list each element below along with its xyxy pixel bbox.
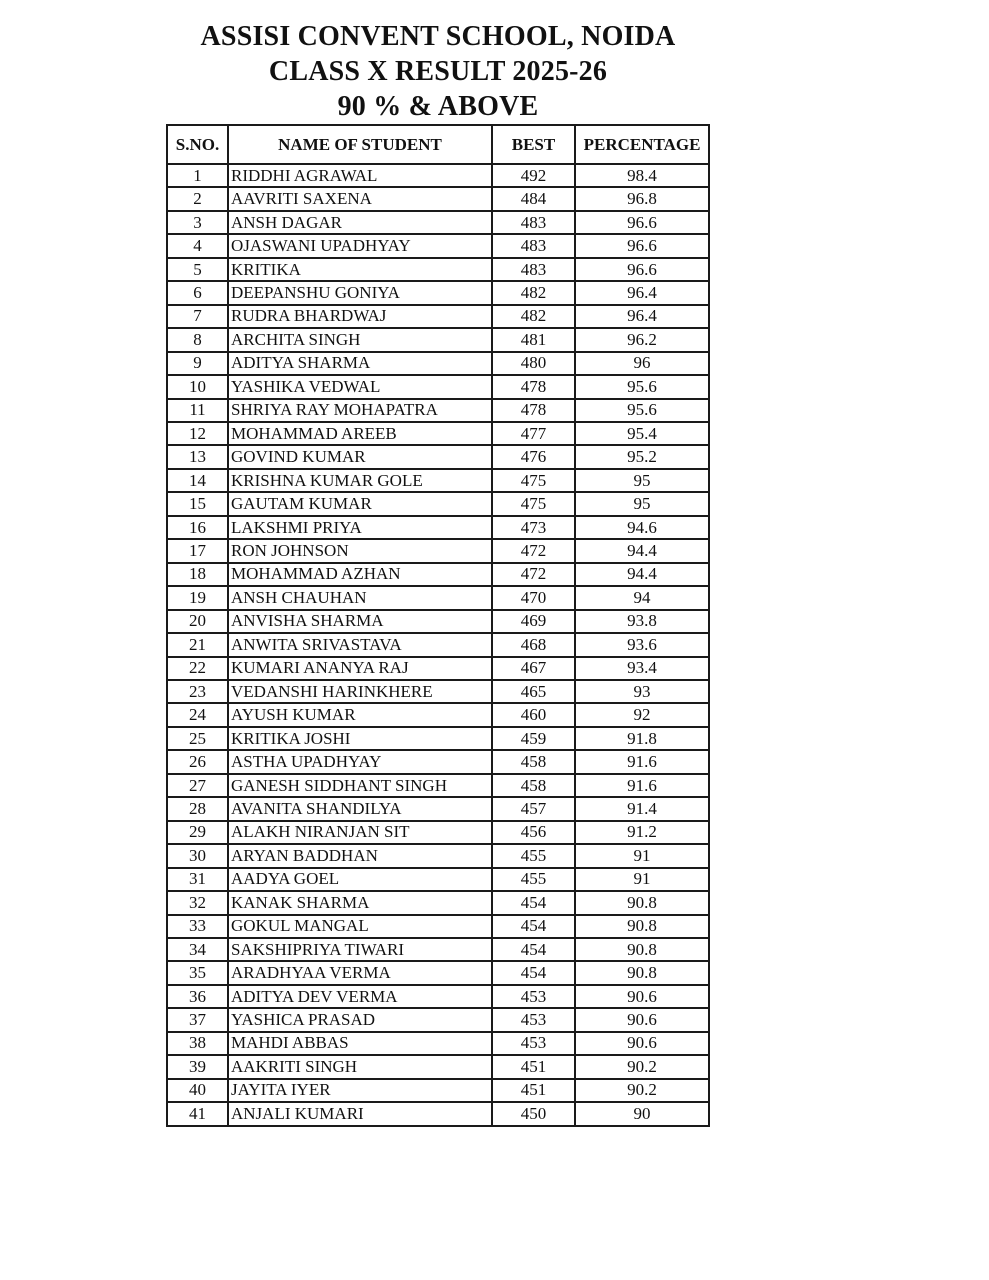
- table-row: [167, 1102, 709, 1125]
- table-row: [167, 915, 709, 938]
- table-row: [167, 961, 709, 984]
- percentage-cell: 90.2: [575, 1079, 709, 1102]
- table-row: [167, 281, 709, 304]
- sno-cell: 25: [167, 727, 228, 750]
- percentage-cell: 96.6: [575, 211, 709, 234]
- sno-cell: 41: [167, 1102, 228, 1125]
- percentage-cell: 95: [575, 469, 709, 492]
- name-cell: MOHAMMAD AZHAN: [228, 563, 492, 586]
- best-cell: 476: [492, 445, 575, 468]
- table-row: [167, 657, 709, 680]
- sno-cell: 36: [167, 985, 228, 1008]
- sno-cell: 31: [167, 868, 228, 891]
- school-name: ASSISI CONVENT SCHOOL, NOIDA: [200, 21, 676, 52]
- table-row: [167, 375, 709, 398]
- sno-cell: 5: [167, 258, 228, 281]
- name-cell: ARADHYAA VERMA: [228, 961, 492, 984]
- table-row: [167, 328, 709, 351]
- best-cell: 467: [492, 657, 575, 680]
- percentage-cell: 95.2: [575, 445, 709, 468]
- percentage-cell: 90.8: [575, 961, 709, 984]
- percentage-cell: 91.6: [575, 774, 709, 797]
- name-cell: AVANITA SHANDILYA: [228, 797, 492, 820]
- sno-cell: 30: [167, 844, 228, 867]
- percentage-cell: 90: [575, 1102, 709, 1125]
- percentage-cell: 96.4: [575, 305, 709, 328]
- name-cell: GANESH SIDDHANT SINGH: [228, 774, 492, 797]
- table-row: [167, 516, 709, 539]
- best-cell: 457: [492, 797, 575, 820]
- best-cell: 482: [492, 281, 575, 304]
- name-cell: ADITYA DEV VERMA: [228, 985, 492, 1008]
- best-cell: 483: [492, 211, 575, 234]
- table-row: [167, 610, 709, 633]
- table-row: [167, 703, 709, 726]
- percentage-cell: 91: [575, 868, 709, 891]
- name-cell: AAVRITI SAXENA: [228, 187, 492, 210]
- table-row: [167, 563, 709, 586]
- result-title: CLASS X RESULT 2025-26: [268, 56, 608, 87]
- percentage-cell: 90.8: [575, 938, 709, 961]
- best-cell: 453: [492, 985, 575, 1008]
- column-header-name: NAME OF STUDENT: [228, 125, 492, 164]
- table-row: [167, 164, 709, 187]
- sno-cell: 32: [167, 891, 228, 914]
- name-cell: ANSH CHAUHAN: [228, 586, 492, 609]
- sno-cell: 27: [167, 774, 228, 797]
- name-cell: ARCHITA SINGH: [228, 328, 492, 351]
- percentage-cell: 92: [575, 703, 709, 726]
- percentage-cell: 90.8: [575, 915, 709, 938]
- sno-cell: 2: [167, 187, 228, 210]
- best-cell: 456: [492, 821, 575, 844]
- table-body: [167, 164, 709, 1126]
- name-cell: RUDRA BHARDWAJ: [228, 305, 492, 328]
- sno-cell: 19: [167, 586, 228, 609]
- sno-cell: 38: [167, 1032, 228, 1055]
- best-cell: 458: [492, 750, 575, 773]
- name-cell: MAHDI ABBAS: [228, 1032, 492, 1055]
- name-cell: AAKRITI SINGH: [228, 1055, 492, 1078]
- criteria-title: 90 % & ABOVE: [337, 91, 539, 122]
- table-row: [167, 1008, 709, 1031]
- sno-cell: 10: [167, 375, 228, 398]
- percentage-cell: 91: [575, 844, 709, 867]
- table-row: [167, 539, 709, 562]
- sno-cell: 7: [167, 305, 228, 328]
- name-cell: JAYITA IYER: [228, 1079, 492, 1102]
- percentage-cell: 95.4: [575, 422, 709, 445]
- best-cell: 473: [492, 516, 575, 539]
- table-row: [167, 492, 709, 515]
- best-cell: 468: [492, 633, 575, 656]
- sno-cell: 29: [167, 821, 228, 844]
- name-cell: KRISHNA KUMAR GOLE: [228, 469, 492, 492]
- name-cell: ASTHA UPADHYAY: [228, 750, 492, 773]
- sno-cell: 23: [167, 680, 228, 703]
- best-cell: 475: [492, 492, 575, 515]
- name-cell: RON JOHNSON: [228, 539, 492, 562]
- sno-cell: 14: [167, 469, 228, 492]
- table-row: [167, 211, 709, 234]
- best-cell: 465: [492, 680, 575, 703]
- percentage-cell: 95.6: [575, 399, 709, 422]
- name-cell: ANSH DAGAR: [228, 211, 492, 234]
- percentage-cell: 96.6: [575, 234, 709, 257]
- table-row: [167, 1032, 709, 1055]
- percentage-cell: 94: [575, 586, 709, 609]
- name-cell: GOVIND KUMAR: [228, 445, 492, 468]
- name-cell: GOKUL MANGAL: [228, 915, 492, 938]
- name-cell: KRITIKA JOSHI: [228, 727, 492, 750]
- best-cell: 453: [492, 1008, 575, 1031]
- sno-cell: 18: [167, 563, 228, 586]
- name-cell: ALAKH NIRANJAN SIT: [228, 821, 492, 844]
- best-cell: 480: [492, 352, 575, 375]
- best-cell: 451: [492, 1079, 575, 1102]
- best-cell: 454: [492, 891, 575, 914]
- percentage-cell: 94.4: [575, 563, 709, 586]
- best-cell: 450: [492, 1102, 575, 1125]
- percentage-cell: 93.8: [575, 610, 709, 633]
- best-cell: 478: [492, 375, 575, 398]
- best-cell: 458: [492, 774, 575, 797]
- best-cell: 472: [492, 563, 575, 586]
- name-cell: ANJALI KUMARI: [228, 1102, 492, 1125]
- percentage-cell: 96.4: [575, 281, 709, 304]
- sno-cell: 21: [167, 633, 228, 656]
- table-row: [167, 727, 709, 750]
- name-cell: SAKSHIPRIYA TIWARI: [228, 938, 492, 961]
- table-row: [167, 750, 709, 773]
- percentage-cell: 93: [575, 680, 709, 703]
- sno-cell: 6: [167, 281, 228, 304]
- table-row: [167, 844, 709, 867]
- name-cell: GAUTAM KUMAR: [228, 492, 492, 515]
- percentage-cell: 96.2: [575, 328, 709, 351]
- name-cell: OJASWANI UPADHYAY: [228, 234, 492, 257]
- percentage-cell: 91.8: [575, 727, 709, 750]
- best-cell: 453: [492, 1032, 575, 1055]
- sno-cell: 16: [167, 516, 228, 539]
- table-row: [167, 797, 709, 820]
- sno-cell: 24: [167, 703, 228, 726]
- table-row: [167, 187, 709, 210]
- sno-cell: 3: [167, 211, 228, 234]
- sno-cell: 8: [167, 328, 228, 351]
- table-row: [167, 586, 709, 609]
- percentage-cell: 90.6: [575, 985, 709, 1008]
- best-cell: 454: [492, 938, 575, 961]
- best-cell: 469: [492, 610, 575, 633]
- table-row: [167, 445, 709, 468]
- name-cell: LAKSHMI PRIYA: [228, 516, 492, 539]
- column-header-sno: S.NO.: [167, 125, 228, 164]
- name-cell: AADYA GOEL: [228, 868, 492, 891]
- name-cell: YASHIKA VEDWAL: [228, 375, 492, 398]
- sno-cell: 35: [167, 961, 228, 984]
- table-row: [167, 469, 709, 492]
- best-cell: 455: [492, 868, 575, 891]
- percentage-cell: 96.6: [575, 258, 709, 281]
- percentage-cell: 90.8: [575, 891, 709, 914]
- name-cell: SHRIYA RAY MOHAPATRA: [228, 399, 492, 422]
- best-cell: 492: [492, 164, 575, 187]
- sno-cell: 40: [167, 1079, 228, 1102]
- percentage-cell: 94.6: [575, 516, 709, 539]
- best-cell: 483: [492, 234, 575, 257]
- best-cell: 470: [492, 586, 575, 609]
- percentage-cell: 90.6: [575, 1008, 709, 1031]
- table-row: [167, 868, 709, 891]
- name-cell: KANAK SHARMA: [228, 891, 492, 914]
- column-header-percentage: PERCENTAGE: [575, 125, 709, 164]
- name-cell: DEEPANSHU GONIYA: [228, 281, 492, 304]
- sno-cell: 13: [167, 445, 228, 468]
- percentage-cell: 91.6: [575, 750, 709, 773]
- table-row: [167, 352, 709, 375]
- best-cell: 475: [492, 469, 575, 492]
- table-header-row: [167, 125, 709, 164]
- sno-cell: 12: [167, 422, 228, 445]
- percentage-cell: 94.4: [575, 539, 709, 562]
- sno-cell: 34: [167, 938, 228, 961]
- percentage-cell: 90.2: [575, 1055, 709, 1078]
- name-cell: AYUSH KUMAR: [228, 703, 492, 726]
- table-row: [167, 774, 709, 797]
- name-cell: MOHAMMAD AREEB: [228, 422, 492, 445]
- best-cell: 477: [492, 422, 575, 445]
- results-table: [166, 124, 710, 1127]
- percentage-cell: 93.6: [575, 633, 709, 656]
- percentage-cell: 91.4: [575, 797, 709, 820]
- best-cell: 478: [492, 399, 575, 422]
- sno-cell: 1: [167, 164, 228, 187]
- percentage-cell: 90.6: [575, 1032, 709, 1055]
- sno-cell: 39: [167, 1055, 228, 1078]
- percentage-cell: 95: [575, 492, 709, 515]
- table-row: [167, 680, 709, 703]
- sno-cell: 26: [167, 750, 228, 773]
- name-cell: ADITYA SHARMA: [228, 352, 492, 375]
- table-row: [167, 633, 709, 656]
- sno-cell: 28: [167, 797, 228, 820]
- sno-cell: 33: [167, 915, 228, 938]
- sno-cell: 17: [167, 539, 228, 562]
- percentage-cell: 95.6: [575, 375, 709, 398]
- name-cell: KUMARI ANANYA RAJ: [228, 657, 492, 680]
- table-row: [167, 399, 709, 422]
- best-cell: 460: [492, 703, 575, 726]
- table-row: [167, 1055, 709, 1078]
- percentage-cell: 93.4: [575, 657, 709, 680]
- best-cell: 454: [492, 915, 575, 938]
- name-cell: ANWITA SRIVASTAVA: [228, 633, 492, 656]
- percentage-cell: 96: [575, 352, 709, 375]
- best-cell: 451: [492, 1055, 575, 1078]
- percentage-cell: 98.4: [575, 164, 709, 187]
- table-row: [167, 422, 709, 445]
- sno-cell: 9: [167, 352, 228, 375]
- table-row: [167, 938, 709, 961]
- name-cell: RIDDHI AGRAWAL: [228, 164, 492, 187]
- column-header-best: BEST: [492, 125, 575, 164]
- best-cell: 481: [492, 328, 575, 351]
- sno-cell: 15: [167, 492, 228, 515]
- sno-cell: 37: [167, 1008, 228, 1031]
- name-cell: KRITIKA: [228, 258, 492, 281]
- sno-cell: 20: [167, 610, 228, 633]
- sno-cell: 11: [167, 399, 228, 422]
- percentage-cell: 91.2: [575, 821, 709, 844]
- best-cell: 484: [492, 187, 575, 210]
- name-cell: YASHICA PRASAD: [228, 1008, 492, 1031]
- name-cell: VEDANSHI HARINKHERE: [228, 680, 492, 703]
- best-cell: 455: [492, 844, 575, 867]
- table-row: [167, 985, 709, 1008]
- table-row: [167, 1079, 709, 1102]
- table-row: [167, 891, 709, 914]
- name-cell: ARYAN BADDHAN: [228, 844, 492, 867]
- best-cell: 454: [492, 961, 575, 984]
- name-cell: ANVISHA SHARMA: [228, 610, 492, 633]
- table-row: [167, 305, 709, 328]
- table-row: [167, 821, 709, 844]
- best-cell: 482: [492, 305, 575, 328]
- percentage-cell: 96.8: [575, 187, 709, 210]
- sno-cell: 22: [167, 657, 228, 680]
- table-row: [167, 234, 709, 257]
- best-cell: 459: [492, 727, 575, 750]
- best-cell: 483: [492, 258, 575, 281]
- best-cell: 472: [492, 539, 575, 562]
- sno-cell: 4: [167, 234, 228, 257]
- table-row: [167, 258, 709, 281]
